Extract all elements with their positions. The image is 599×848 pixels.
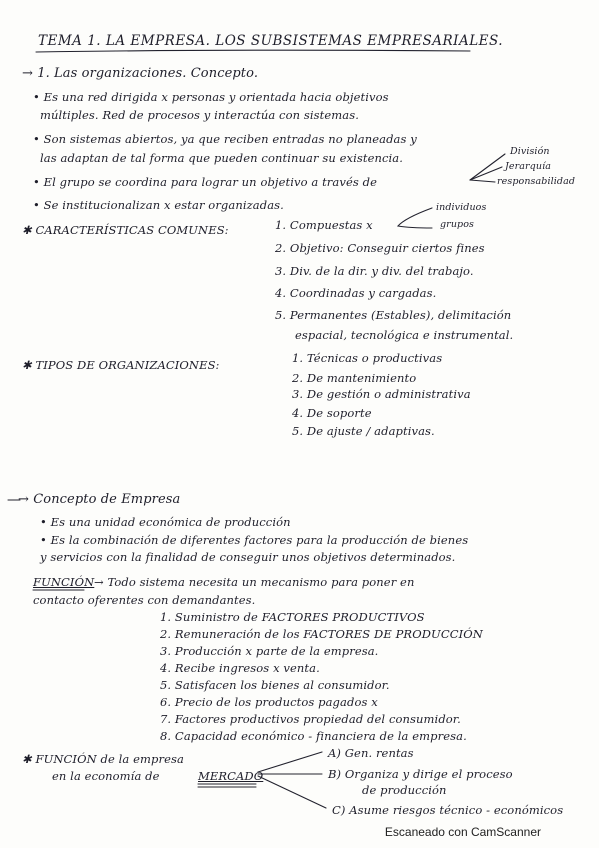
mercado-label: MERCADO xyxy=(198,769,264,783)
branch-label: Jerarquía xyxy=(505,161,551,172)
list-item: 1. Compuestas x xyxy=(275,218,373,232)
title-underline xyxy=(36,50,470,52)
list-item: 5. De ajuste / adaptivas. xyxy=(292,424,435,438)
section-label-tipos: ✱ TIPOS DE ORGANIZACIONES: xyxy=(22,358,220,372)
section-heading-organizaciones: → 1. Las organizaciones. Concepto. xyxy=(22,66,259,81)
branch-arrow xyxy=(258,752,322,772)
note-line: • El grupo se coordina para lograr un objetivo a través de xyxy=(33,175,377,189)
branch-label: C) Asume riesgos técnico - económicos xyxy=(332,803,564,817)
funcion-label: FUNCIÓN xyxy=(33,575,95,589)
branch-label: A) Gen. rentas xyxy=(328,746,414,760)
branch-label: responsabilidad xyxy=(497,176,576,187)
list-item: 2. De mantenimiento xyxy=(292,371,417,385)
note-line: las adaptan de tal forma que pueden continuar su existencia. xyxy=(40,151,404,165)
branch-arrow xyxy=(470,167,502,180)
branch-label: B) Organiza y dirige el proceso xyxy=(328,767,513,781)
list-item: 3. Producción x parte de la empresa. xyxy=(160,644,379,658)
page-title: TEMA 1. LA EMPRESA. LOS SUBSISTEMAS EMPRESARIALES. xyxy=(38,33,504,49)
list-item: 3. De gestión o administrativa xyxy=(292,387,471,401)
list-item: 8. Capacidad económico - financiera de la empresa. xyxy=(160,729,467,743)
list-item: 1. Suministro de FACTORES PRODUCTIVOS xyxy=(160,610,425,624)
list-item: 5. Satisfacen los bienes al consumidor. xyxy=(160,678,390,692)
section-heading-empresa: → Concepto de Empresa xyxy=(18,492,181,507)
list-item: 4. Coordinadas y cargadas. xyxy=(275,286,437,300)
brace-bracket xyxy=(398,208,432,228)
list-item: 4. De soporte xyxy=(292,406,372,420)
list-item: 7. Factores productivos propiedad del consumidor. xyxy=(160,712,461,726)
branch-label: grupos xyxy=(440,219,475,230)
branch-arrow xyxy=(258,776,326,808)
note-line: → Todo sistema necesita un mecanismo para poner en xyxy=(94,575,415,589)
note-line: • Es la combinación de diferentes factores para la producción de bienes xyxy=(40,533,469,547)
branch-arrow xyxy=(470,154,505,180)
note-line: múltiples. Red de procesos y interactúa con sistemas. xyxy=(40,108,360,122)
scanner-watermark: Escaneado con CamScanner xyxy=(384,825,541,839)
branch-label: de producción xyxy=(362,783,447,797)
list-item: 4. Recibe ingresos x venta. xyxy=(160,661,320,675)
note-line: • Es una red dirigida x personas y orientada hacia objetivos xyxy=(33,90,389,104)
list-item: 2. Objetivo: Conseguir ciertos fines xyxy=(275,241,485,255)
note-line: • Es una unidad económica de producción xyxy=(40,515,291,529)
list-item: espacial, tecnológica e instrumental. xyxy=(295,328,514,342)
note-line: ✱ FUNCIÓN de la empresa xyxy=(22,752,184,766)
list-item: 6. Precio de los productos pagados x xyxy=(160,695,378,709)
branch-arrow xyxy=(470,180,495,182)
list-item: 2. Remuneración de los FACTORES DE PRODUCCIÓN xyxy=(160,627,483,641)
note-line: contacto oferentes con demandantes. xyxy=(33,593,256,607)
section-label-caracteristicas: ✱ CARACTERÍSTICAS COMUNES: xyxy=(22,223,229,237)
note-line: • Son sistemas abiertos, ya que reciben entradas no planeadas y xyxy=(33,132,417,146)
note-line: • Se institucionalizan x estar organizadas. xyxy=(33,198,284,212)
list-item: 1. Técnicas o productivas xyxy=(292,351,443,365)
note-line: en la economía de xyxy=(52,769,160,783)
note-line: y servicios con la finalidad de conseguir unos objetivos determinados. xyxy=(40,550,456,564)
list-item: 5. Permanentes (Estables), delimitación xyxy=(275,308,512,322)
branch-label: individuos xyxy=(436,202,487,213)
branch-label: División xyxy=(510,146,550,157)
list-item: 3. Div. de la dir. y div. del trabajo. xyxy=(275,264,474,278)
